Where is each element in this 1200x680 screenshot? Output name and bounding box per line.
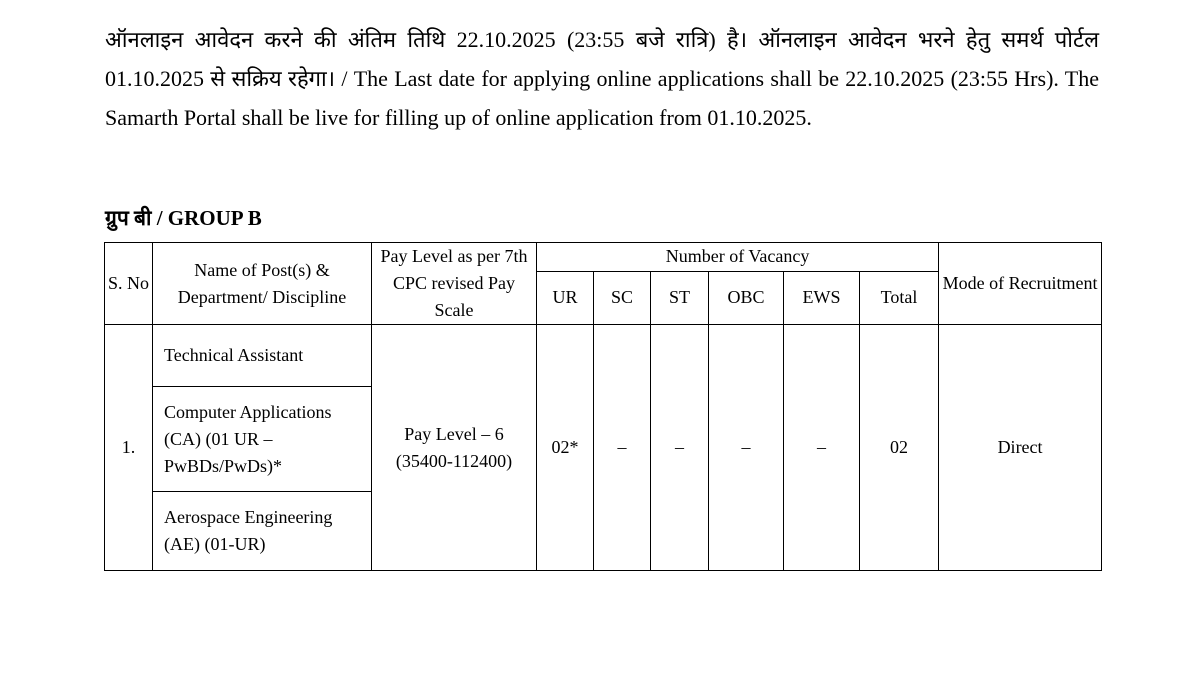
header-number-of-vacancy: Number of Vacancy: [537, 243, 939, 272]
table-header-row: [105, 243, 1102, 272]
header-pay-level: Pay Level as per 7th CPC revised Pay Scale: [372, 243, 537, 325]
header-sno: S. No: [105, 243, 153, 325]
cell-total: 02: [860, 325, 939, 571]
cell-mode: Direct: [939, 325, 1102, 571]
vacancy-table: [104, 242, 1102, 571]
cell-sno: 1.: [105, 325, 153, 571]
header-st: ST: [651, 271, 709, 324]
cell-ur: 02*: [537, 325, 594, 571]
header-post: Name of Post(s) & Department/ Discipline: [153, 243, 372, 325]
cell-obc: –: [709, 325, 784, 571]
notice-paragraph: ऑनलाइन आवेदन करने की अंतिम तिथि 22.10.2025 (23:55 बजे रात्रि) है। ऑनलाइन आवेदन भरने हेतु समर्थ पोर्टल 01.10.2025 से सक्रिय रहेगा। / The Last date for applying online applications shall be 22.10.2025 (23:55 Hrs). The Samarth Portal shall be live for filling up of online application from 01.10.2025.: [105, 27, 1099, 130]
header-mode: Mode of Recruitment: [939, 243, 1102, 325]
header-sc: SC: [594, 271, 651, 324]
cell-post-title: Technical Assistant: [153, 325, 372, 387]
group-heading: ग्रुप बी / GROUP B: [105, 206, 262, 230]
cell-discipline-ae: Aerospace Engineering (AE) (01-UR): [153, 492, 372, 571]
cell-st: –: [651, 325, 709, 571]
header-ur: UR: [537, 271, 594, 324]
header-total: Total: [860, 271, 939, 324]
header-ews: EWS: [784, 271, 860, 324]
cell-sc: –: [594, 325, 651, 571]
cell-pay-level: Pay Level – 6 (35400-112400): [372, 325, 537, 571]
header-obc: OBC: [709, 271, 784, 324]
table-row: [105, 325, 1102, 387]
cell-ews: –: [784, 325, 860, 571]
cell-discipline-ca: Computer Applications (CA) (01 UR – PwBDs/PwDs)*: [153, 387, 372, 492]
